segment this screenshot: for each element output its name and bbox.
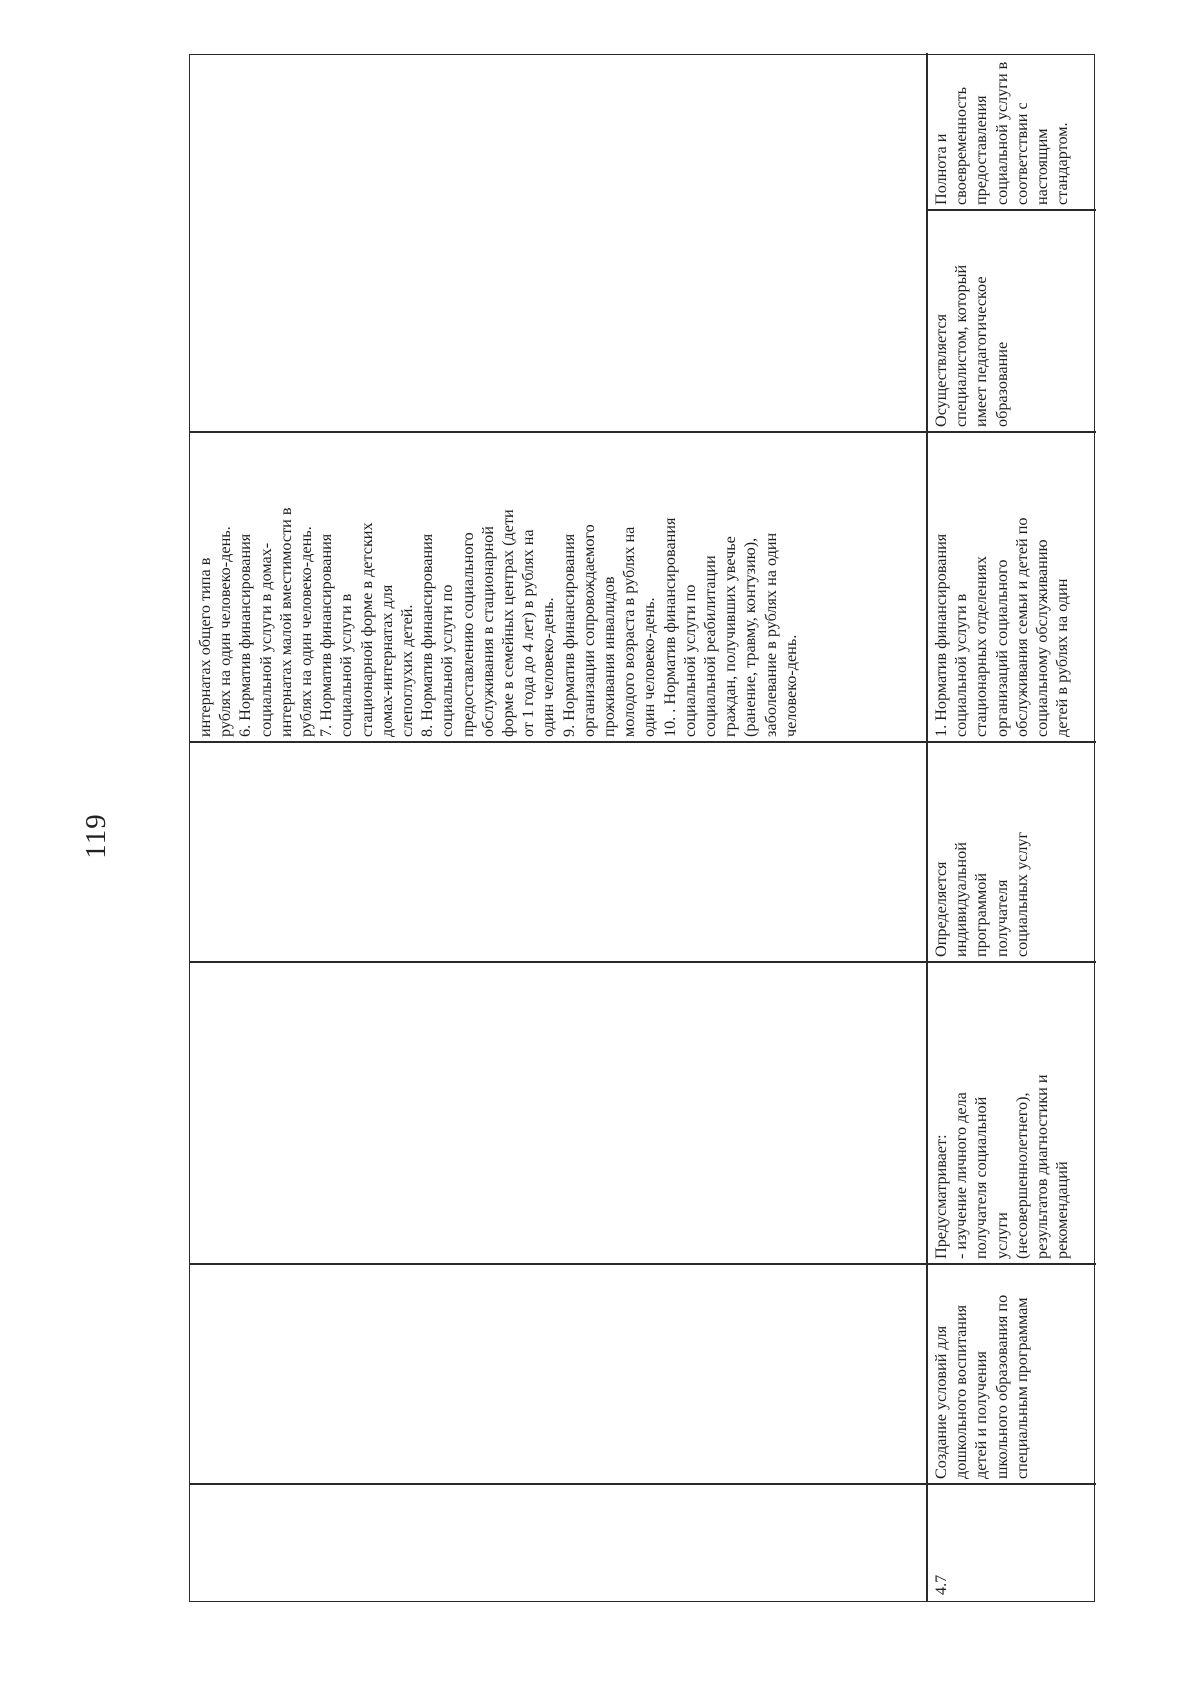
quality-indicators-cell: Полнота и своевременность предоставления социальной услуги в соответствии с настоящим стандартом. — [932, 61, 1072, 205]
page-number: 119 — [80, 813, 112, 859]
service-description-cell: Предусматривает: - изучение личного дела получателя социальной услуги (несовершеннолетнего), результатов диагностики и рекомендаций — [932, 1074, 1072, 1259]
rotated-table-area — [189, 54, 1095, 1602]
row-number: 4.7 — [932, 1574, 950, 1595]
financing-norm-cell: 1. Норматив финансирования социальной услуги в стационарных отделениях организаций социального обслуживания семьи и детей по социальному обслуживанию детей в рублях на один — [932, 517, 1072, 737]
service-duration-cell: Определяется индивидуальной программой получателя социальных услуг — [932, 831, 1031, 957]
financing-continuation-cell: интернатах общего типа в рублях на один человеко-день. 6. Норматив финансирования социальной услуги в домах- интернатах малой вместимости в рублях на один человеко-день. 7. Норматив финансирования социальной услуги в стационарной форме в детских домах-интернатах для слепоглухих детей. 8. Норматив финансирования социальной услуги по предоставлению социального обслуживания в стационарной форме в семейных центрах (дети от 1 года до 4 лет) в рублях на один человеко-день. 9. Норматив финансирования организации сопровождаемого проживания инвалидов молодого возраста в рублях на один человеко-день. 10. . Норматив финансирования социальной услуги по социальной реабилитации граждан, получивших увечье (ранение, травму, контузию), заболевание в рублях на один человеко-день. — [196, 507, 800, 737]
service-conditions-cell: Осуществляется специалистом, который имеет педагогическое образование — [932, 264, 1011, 427]
service-name-cell: Создание условий для дошкольного воспитания детей и получения школьного образования по специальным программам — [932, 1294, 1031, 1479]
services-table — [189, 54, 1095, 1602]
